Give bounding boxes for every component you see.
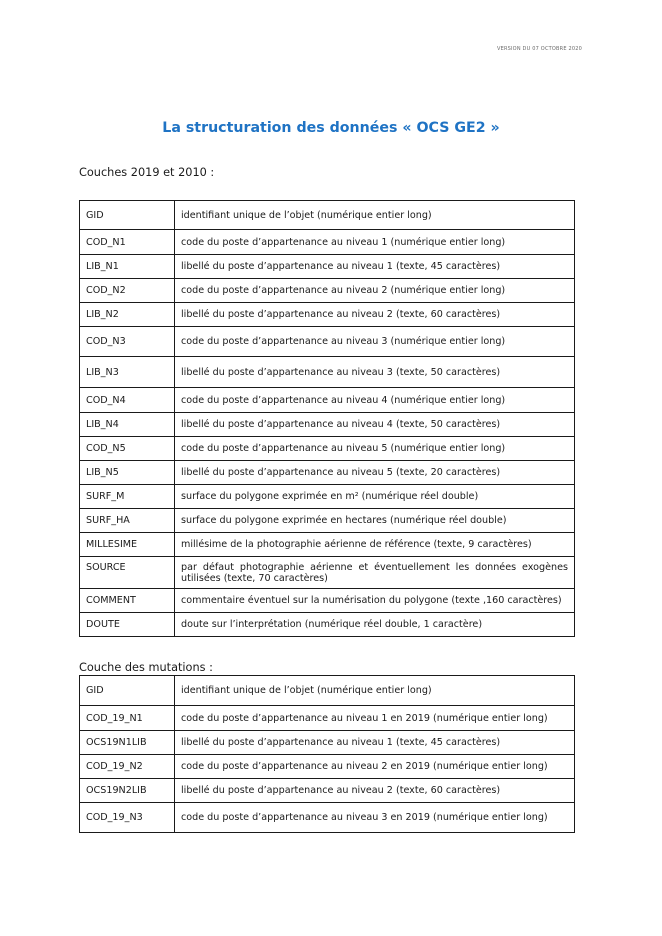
field-description: code du poste d’appartenance au niveau 2 (numérique entier long) (175, 279, 575, 303)
section-label-layers: Couches 2019 et 2010 : (79, 166, 215, 179)
field-description: surface du polygone exprimée en hectares (numérique réel double) (175, 509, 575, 533)
field-description: libellé du poste d’appartenance au niveau 5 (texte, 20 caractères) (175, 461, 575, 485)
field-description: libellé du poste d’appartenance au niveau 3 (texte, 50 caractères) (175, 357, 575, 388)
field-description: code du poste d’appartenance au niveau 2 en 2019 (numérique entier long) (175, 755, 575, 779)
table-row (80, 255, 575, 279)
fields-table-layers (79, 200, 575, 637)
field-description: libellé du poste d’appartenance au niveau 1 (texte, 45 caractères) (175, 255, 575, 279)
field-name: COD_19_N1 (80, 706, 175, 731)
field-name: COD_19_N2 (80, 755, 175, 779)
table-row (80, 509, 575, 533)
table-row (80, 201, 575, 230)
field-name: COD_N1 (80, 230, 175, 255)
field-name: LIB_N2 (80, 303, 175, 327)
field-name: COMMENT (80, 589, 175, 613)
field-description: surface du polygone exprimée en m² (numérique réel double) (175, 485, 575, 509)
table-row (80, 357, 575, 388)
field-name: COD_N2 (80, 279, 175, 303)
field-name: SOURCE (80, 557, 175, 589)
table-row (80, 437, 575, 461)
table-row (80, 589, 575, 613)
fields-table-mutations (79, 675, 575, 833)
field-name: OCS19N1LIB (80, 731, 175, 755)
field-name: SURF_M (80, 485, 175, 509)
field-description: millésime de la photographie aérienne de référence (texte, 9 caractères) (175, 533, 575, 557)
field-description: code du poste d’appartenance au niveau 1 (numérique entier long) (175, 230, 575, 255)
field-description: par défaut photographie aérienne et éventuellement les données exogènes utilisées (texte, 70 caractères) (175, 557, 575, 589)
field-description: code du poste d’appartenance au niveau 3 en 2019 (numérique entier long) (175, 803, 575, 833)
field-name: LIB_N5 (80, 461, 175, 485)
table-row (80, 731, 575, 755)
table-row (80, 803, 575, 833)
field-name: COD_N3 (80, 327, 175, 357)
field-description: code du poste d’appartenance au niveau 5 (numérique entier long) (175, 437, 575, 461)
field-name: COD_N4 (80, 388, 175, 413)
table-row (80, 676, 575, 706)
field-description: code du poste d’appartenance au niveau 1 en 2019 (numérique entier long) (175, 706, 575, 731)
field-name: LIB_N1 (80, 255, 175, 279)
table-row (80, 755, 575, 779)
field-name: COD_N5 (80, 437, 175, 461)
table-row (80, 279, 575, 303)
field-description: doute sur l’interprétation (numérique réel double, 1 caractère) (175, 613, 575, 637)
field-description: libellé du poste d’appartenance au niveau 1 (texte, 45 caractères) (175, 731, 575, 755)
page-title: La structuration des données « OCS GE2 » (162, 120, 500, 136)
field-name: GID (80, 201, 175, 230)
field-name: LIB_N4 (80, 413, 175, 437)
field-description: code du poste d’appartenance au niveau 3 (numérique entier long) (175, 327, 575, 357)
field-name: MILLESIME (80, 533, 175, 557)
field-description: identifiant unique de l’objet (numérique entier long) (175, 676, 575, 706)
field-description: code du poste d’appartenance au niveau 4 (numérique entier long) (175, 388, 575, 413)
table-row (80, 485, 575, 509)
table-row (80, 303, 575, 327)
field-name: COD_19_N3 (80, 803, 175, 833)
field-description: libellé du poste d’appartenance au niveau 2 (texte, 60 caractères) (175, 303, 575, 327)
field-description: identifiant unique de l’objet (numérique entier long) (175, 201, 575, 230)
table-row (80, 230, 575, 255)
version-date: VERSION DU 07 OCTOBRE 2020 (496, 46, 582, 52)
table-row (80, 413, 575, 437)
field-description: commentaire éventuel sur la numérisation du polygone (texte ,160 caractères) (175, 589, 575, 613)
field-name: SURF_HA (80, 509, 175, 533)
table-row (80, 327, 575, 357)
table-row (80, 706, 575, 731)
field-name: GID (80, 676, 175, 706)
field-name: DOUTE (80, 613, 175, 637)
table-row (80, 461, 575, 485)
field-description: libellé du poste d’appartenance au niveau 4 (texte, 50 caractères) (175, 413, 575, 437)
field-description: libellé du poste d’appartenance au niveau 2 (texte, 60 caractères) (175, 779, 575, 803)
field-name: OCS19N2LIB (80, 779, 175, 803)
table-row (80, 557, 575, 589)
field-name: LIB_N3 (80, 357, 175, 388)
section-label-mutations: Couche des mutations : (79, 661, 213, 674)
table-row (80, 388, 575, 413)
table-row (80, 533, 575, 557)
table-row (80, 779, 575, 803)
table-row (80, 613, 575, 637)
